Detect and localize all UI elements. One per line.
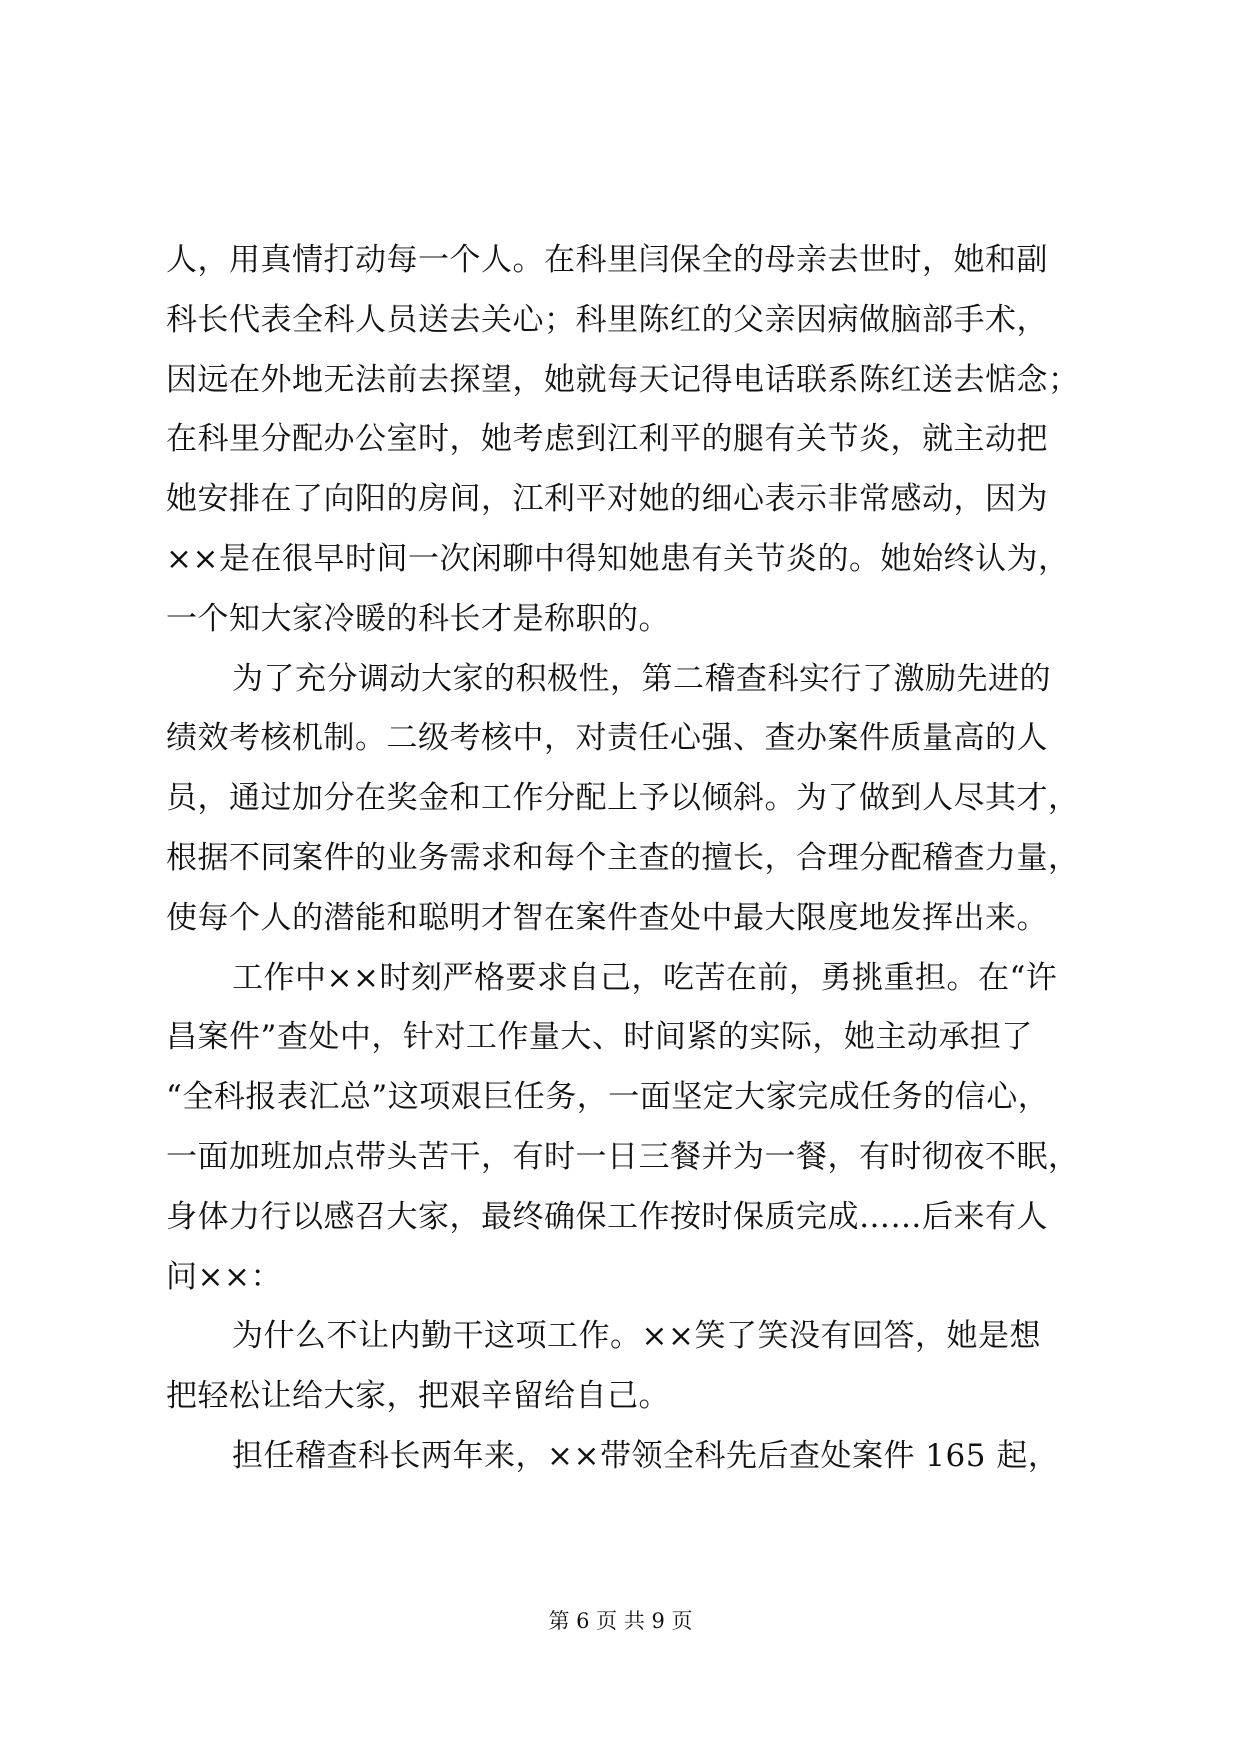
text-line: 绩效考核机制。二级考核中，对责任心强、查办案件质量高的人 [166, 720, 1048, 757]
text-line: 在科里分配办公室时，她考虑到江利平的腿有关节炎，就主动把 [166, 421, 1048, 458]
paragraph [166, 949, 1096, 1308]
text-line: ××是在很早时间一次闲聊中得知她患有关节炎的。她始终认为， [166, 540, 1070, 577]
text-line: 把轻松让给大家，把艰辛留给自己。 [166, 1378, 670, 1415]
text-line: 身体力行以感召大家，最终确保工作按时保质完成……后来有人 [166, 1198, 1048, 1235]
paragraph [166, 650, 1096, 949]
text-line: 为什么不让内勤干这项工作。××笑了笑没有回答，她是想 [232, 1318, 1041, 1355]
text-line: 根据不同案件的业务需求和每个主查的擅长，合理分配稽查力量， [166, 839, 1080, 876]
text-line: 科长代表全科人员送去关心；科里陈红的父亲因病做脑部手术， [166, 301, 1048, 338]
text-line: 一个知大家冷暖的科长才是称职的。 [166, 600, 670, 637]
text-line: 因远在外地无法前去探望，她就每天记得电话联系陈红送去惦念； [166, 361, 1080, 398]
page-number: 第 6 页 共 9 页 [548, 1609, 693, 1633]
document-body [166, 231, 1096, 1487]
text-line: 一面加班加点带头苦干，有时一日三餐并为一餐，有时彻夜不眠， [166, 1138, 1080, 1175]
paragraph [166, 1307, 1096, 1427]
text-line: “全科报表汇总”这项艰巨任务，一面坚定大家完成任务的信心， [166, 1079, 1050, 1116]
text-line: 人，用真情打动每一个人。在科里闫保全的母亲去世时，她和副 [166, 242, 1048, 278]
text-line: 问××： [166, 1258, 282, 1295]
text-line: 工作中××时刻严格要求自己，吃苦在前，勇挑重担。在“许 [232, 959, 1058, 996]
text-line: 使每个人的潜能和聪明才智在案件查处中最大限度地发挥出来。 [166, 899, 1048, 936]
text-line: 为了充分调动大家的积极性，第二稽查科实行了激励先进的 [232, 660, 1051, 697]
text-line: 员，通过加分在奖金和工作分配上予以倾斜。为了做到人尽其才， [166, 780, 1080, 817]
text-line: 担任稽查科长两年来，××带领全科先后查处案件 165 起， [232, 1437, 1060, 1474]
paragraph [166, 231, 1096, 650]
text-line: 她安排在了向阳的房间，江利平对她的细心表示非常感动，因为 [166, 481, 1048, 518]
text-line: 昌案件”查处中，针对工作量大、时间紧的实际，她主动承担了 [166, 1019, 1033, 1056]
paragraph [166, 1427, 1096, 1487]
page-footer [0, 1606, 1241, 1636]
